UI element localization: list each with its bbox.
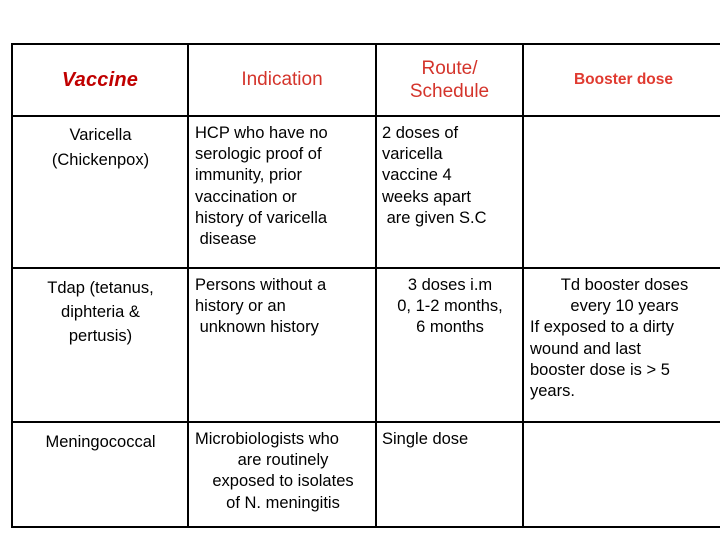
vaccine-name-line: Varicella — [69, 126, 132, 144]
header-label-vaccine: Vaccine — [61, 68, 139, 91]
route-block — [377, 269, 522, 345]
indication-line: vaccination or — [195, 187, 297, 206]
vaccine-name-line: Tdap (tetanus, — [47, 279, 154, 297]
header-label-route-line1: Route/ — [421, 57, 478, 79]
cell-route-schedule — [376, 268, 523, 422]
cell-vaccine-name — [12, 422, 188, 527]
indication-line: unknown history — [195, 318, 319, 337]
cell-indication — [188, 116, 376, 268]
table-row — [12, 268, 720, 422]
cell-route-schedule — [376, 116, 523, 268]
vaccine-name-block — [13, 117, 187, 177]
header-label-booster-dose: Booster dose — [573, 71, 674, 88]
route-block — [377, 117, 522, 235]
indication-block — [189, 117, 375, 256]
indication-line: exposed to isolates — [212, 472, 354, 491]
cell-indication — [188, 268, 376, 422]
route-line: varicella — [382, 145, 443, 164]
cell-booster-dose — [523, 116, 720, 268]
booster-block-empty — [524, 117, 720, 129]
vaccine-name-line: pertusis) — [68, 327, 133, 346]
indication-line: Persons without a — [195, 276, 327, 294]
booster-line: wound and last — [530, 339, 641, 358]
booster-line: If exposed to a dirty — [530, 318, 674, 337]
route-line: 6 months — [416, 318, 484, 337]
route-line: are given S.C — [382, 208, 487, 227]
route-line: 0, 1-2 months, — [397, 297, 503, 316]
vaccine-name-line: (Chickenpox) — [51, 151, 150, 170]
booster-block-empty — [524, 423, 720, 435]
cell-route-schedule — [376, 422, 523, 527]
header-cell-vaccine — [12, 44, 188, 116]
cell-booster-dose — [523, 422, 720, 527]
cell-vaccine-name — [12, 268, 188, 422]
indication-line: history or an — [195, 297, 286, 316]
table-row — [12, 116, 720, 268]
vaccine-name-block — [13, 269, 187, 354]
header-label-indication: Indication — [241, 69, 323, 91]
header-label-route-line2: Schedule — [409, 81, 490, 102]
vaccine-schedule-table — [11, 43, 720, 528]
vaccine-name-line: Meningococcal — [45, 433, 156, 451]
booster-line: every 10 years — [570, 297, 679, 316]
cell-indication — [188, 422, 376, 527]
route-line: 3 doses i.m — [407, 276, 493, 294]
vaccine-name-line: diphteria & — [61, 303, 140, 322]
table-row — [12, 422, 720, 527]
indication-line: are routinely — [237, 451, 329, 470]
booster-line: years. — [530, 381, 575, 400]
route-line: Single dose — [382, 430, 469, 448]
cell-vaccine-name — [12, 116, 188, 268]
indication-line: history of varicella — [195, 208, 328, 227]
route-line: vaccine 4 — [382, 166, 452, 185]
indication-block — [189, 423, 375, 520]
header-cell-booster-dose — [523, 44, 720, 116]
indication-line: HCP who have no — [195, 124, 328, 142]
indication-line: serologic proof of — [195, 145, 322, 164]
vaccine-name-block — [13, 423, 187, 459]
indication-block — [189, 269, 375, 345]
route-block — [377, 423, 522, 456]
indication-line: disease — [195, 229, 257, 248]
indication-line: Microbiologists who — [195, 430, 339, 448]
header-cell-indication — [188, 44, 376, 116]
indication-line: of N. meningitis — [226, 493, 340, 512]
booster-line: Td booster doses — [560, 276, 689, 294]
route-line: 2 doses of — [382, 124, 459, 142]
booster-block — [524, 269, 720, 408]
booster-line: booster dose is > 5 — [530, 360, 670, 379]
table-header-row — [12, 44, 720, 116]
indication-line: immunity, prior — [195, 166, 302, 185]
route-line: weeks apart — [382, 187, 471, 206]
cell-booster-dose — [523, 268, 720, 422]
header-cell-route-schedule — [376, 44, 523, 116]
